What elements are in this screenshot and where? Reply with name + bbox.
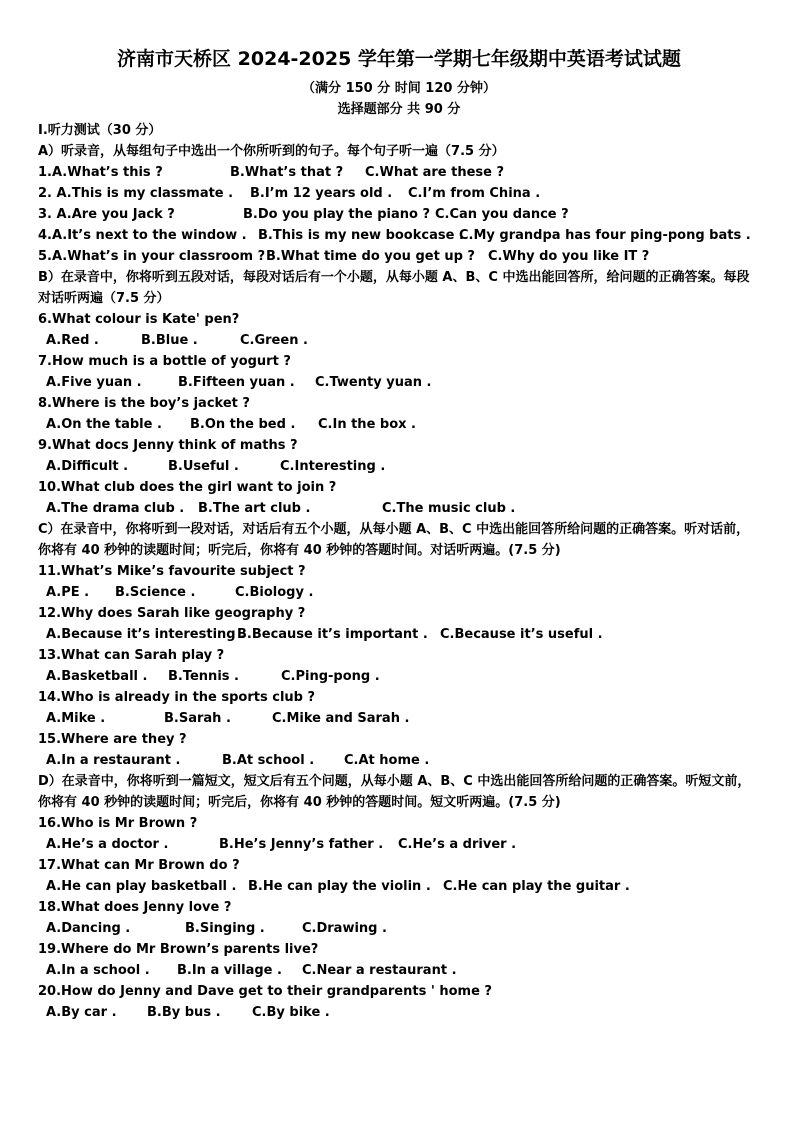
- option-c: C.At home .: [344, 753, 430, 768]
- option-a: A.The drama club .: [46, 501, 185, 516]
- answer-options: [38, 666, 760, 687]
- option-c: C.Can you dance ?: [435, 207, 569, 222]
- answer-options: [38, 834, 760, 855]
- section-c-instruction: C）在录音中，你将听到一段对话，对话后有五个小题，从每小题 A、B、C 中选出能回答所给问题的正确答案。听对话前，你将有 40 秒钟的读题时间；听完后，你将有 40 秒钟的答题时间。对话听两遍。(7.5 分): [38, 522, 750, 558]
- option-c: C.Near a restaurant .: [302, 963, 457, 978]
- question-text: 18.What does Jenny love ?: [38, 900, 232, 915]
- answer-options: [38, 372, 760, 393]
- option-a: A.Basketball .: [46, 669, 148, 684]
- option-a: A.By car .: [46, 1005, 117, 1020]
- option-c: C.Drawing .: [302, 921, 387, 936]
- answer-options: [38, 750, 760, 771]
- option-a: A.Five yuan .: [46, 375, 142, 390]
- option-c: C.By bike .: [252, 1005, 330, 1020]
- option-c: C.What are these ?: [365, 165, 505, 180]
- option-c: C.I’m from China .: [408, 186, 541, 201]
- question-text: 8.Where is the boy’s jacket ?: [38, 396, 250, 411]
- exam-title: 济南市天桥区 2024-2025 学年第一学期七年级期中英语考试试题: [117, 48, 681, 70]
- option-a: A.He’s a doctor .: [46, 837, 169, 852]
- question-text: 19.Where do Mr Brown’s parents live?: [38, 942, 319, 957]
- section-label: 选择题部分 共 90 分: [337, 102, 461, 117]
- option-b: B.Do you play the piano ?: [243, 207, 431, 222]
- question-row: [38, 204, 760, 225]
- option-a: A.Difficult .: [46, 459, 129, 474]
- section-b-instruction: B）在录音中，你将听到五段对话，每段对话后有一个小题，从每小题 A、B、C 中选出能回答所，给问题的正确答案。每段对话听两遍（7.5 分）: [38, 270, 750, 306]
- option-a: 2. A.This is my classmate .: [38, 186, 234, 201]
- option-a: A.On the table .: [46, 417, 162, 432]
- option-c: C.My grandpa has four ping-pong bats .: [459, 228, 751, 243]
- option-b: B.In a village .: [177, 963, 282, 978]
- question-text: 7.How much is a bottle of yogurt ?: [38, 354, 291, 369]
- option-a: 4.A.It’s next to the window .: [38, 228, 247, 243]
- option-a: 3. A.Are you Jack ?: [38, 207, 175, 222]
- option-a: 1.A.What’s this ?: [38, 165, 163, 180]
- option-b: B.The art club .: [198, 501, 311, 516]
- option-b: B.Sarah .: [164, 711, 231, 726]
- option-b: B.Tennis .: [168, 669, 239, 684]
- option-c: C.He can play the guitar .: [443, 879, 630, 894]
- option-c: C.Interesting .: [280, 459, 386, 474]
- question-text: 14.Who is already in the sports club ?: [38, 690, 316, 705]
- option-a: A.PE .: [46, 585, 90, 600]
- option-b: B.He’s Jenny’s father .: [219, 837, 384, 852]
- question-text: 11.What’s Mike’s favourite subject ?: [38, 564, 306, 579]
- option-c: C.Mike and Sarah .: [272, 711, 410, 726]
- option-a: A.Because it’s interesting .: [46, 627, 246, 642]
- option-b: B.I’m 12 years old .: [250, 186, 393, 201]
- exam-page: [38, 44, 760, 1023]
- option-b: B.Because it’s important .: [237, 627, 428, 642]
- answer-options: [38, 414, 760, 435]
- answer-options: [38, 330, 760, 351]
- section-d-instruction: D）在录音中，你将听到一篇短文，短文后有五个问题，从每小题 A、B、C 中选出能回答所给问题的正确答案。听短文前，你将有 40 秒钟的读题时间；听完后，你将有 40 秒钟的答题时间。短文听两遍。(7.5 分): [38, 774, 751, 810]
- option-a: A.Dancing .: [46, 921, 131, 936]
- option-c: C.In the box .: [318, 417, 416, 432]
- question-row: [38, 183, 760, 204]
- question-text: 15.Where are they ?: [38, 732, 187, 747]
- option-c: C.Why do you like IT ?: [488, 249, 650, 264]
- option-b: B.He can play the violin .: [248, 879, 431, 894]
- option-b: B.Science .: [115, 585, 196, 600]
- option-a: A.Red .: [46, 333, 99, 348]
- option-b: B.At school .: [222, 753, 315, 768]
- question-row: [38, 246, 760, 267]
- option-c: C.Ping-pong .: [281, 669, 380, 684]
- question-text: 17.What can Mr Brown do ?: [38, 858, 240, 873]
- question-row: [38, 225, 760, 246]
- option-c: C.He’s a driver .: [398, 837, 517, 852]
- question-text: 6.What colour is Kate' pen?: [38, 312, 240, 327]
- question-text: 20.How do Jenny and Dave get to their grandparents ' home ?: [38, 984, 492, 999]
- option-a: A.In a school .: [46, 963, 150, 978]
- option-a: A.In a restaurant .: [46, 753, 181, 768]
- question-row: [38, 162, 760, 183]
- answer-options: [38, 456, 760, 477]
- option-c: C.Twenty yuan .: [315, 375, 432, 390]
- option-b: B.What’s that ?: [230, 165, 344, 180]
- question-text: 10.What club does the girl want to join ?: [38, 480, 337, 495]
- answer-options: [38, 1002, 760, 1023]
- question-text: 12.Why does Sarah like geography ?: [38, 606, 306, 621]
- option-b: B.On the bed .: [190, 417, 296, 432]
- answer-options: [38, 708, 760, 729]
- section-a-instruction: A）听录音，从每组句子中选出一个你所听到的句子。每个句子听一遍（7.5 分）: [38, 144, 505, 159]
- answer-options: [38, 876, 760, 897]
- question-text: 13.What can Sarah play ?: [38, 648, 225, 663]
- option-b: B.Singing .: [185, 921, 265, 936]
- option-b: B.Fifteen yuan .: [178, 375, 295, 390]
- answer-options: [38, 624, 760, 645]
- answer-options: [38, 498, 760, 519]
- option-c: C.Because it’s useful .: [440, 627, 603, 642]
- option-a: 5.A.What’s in your classroom ?: [38, 249, 266, 264]
- option-c: C.The music club .: [382, 501, 516, 516]
- option-b: B.Blue .: [141, 333, 198, 348]
- option-c: C.Biology .: [235, 585, 314, 600]
- answer-options: [38, 582, 760, 603]
- option-b: B.This is my new bookcase .: [258, 228, 464, 243]
- score-time-info: （满分 150 分 时间 120 分钟）: [302, 81, 496, 96]
- option-a: A.He can play basketball .: [46, 879, 237, 894]
- option-b: B.By bus .: [147, 1005, 221, 1020]
- option-b: B.Useful .: [168, 459, 239, 474]
- option-c: C.Green .: [240, 333, 308, 348]
- option-b: B.What time do you get up ?: [266, 249, 475, 264]
- question-text: 9.What docs Jenny think of maths ?: [38, 438, 298, 453]
- option-a: A.Mike .: [46, 711, 106, 726]
- part-heading: I.听力测试（30 分）: [38, 123, 162, 138]
- question-text: 16.Who is Mr Brown ?: [38, 816, 198, 831]
- answer-options: [38, 960, 760, 981]
- answer-options: [38, 918, 760, 939]
